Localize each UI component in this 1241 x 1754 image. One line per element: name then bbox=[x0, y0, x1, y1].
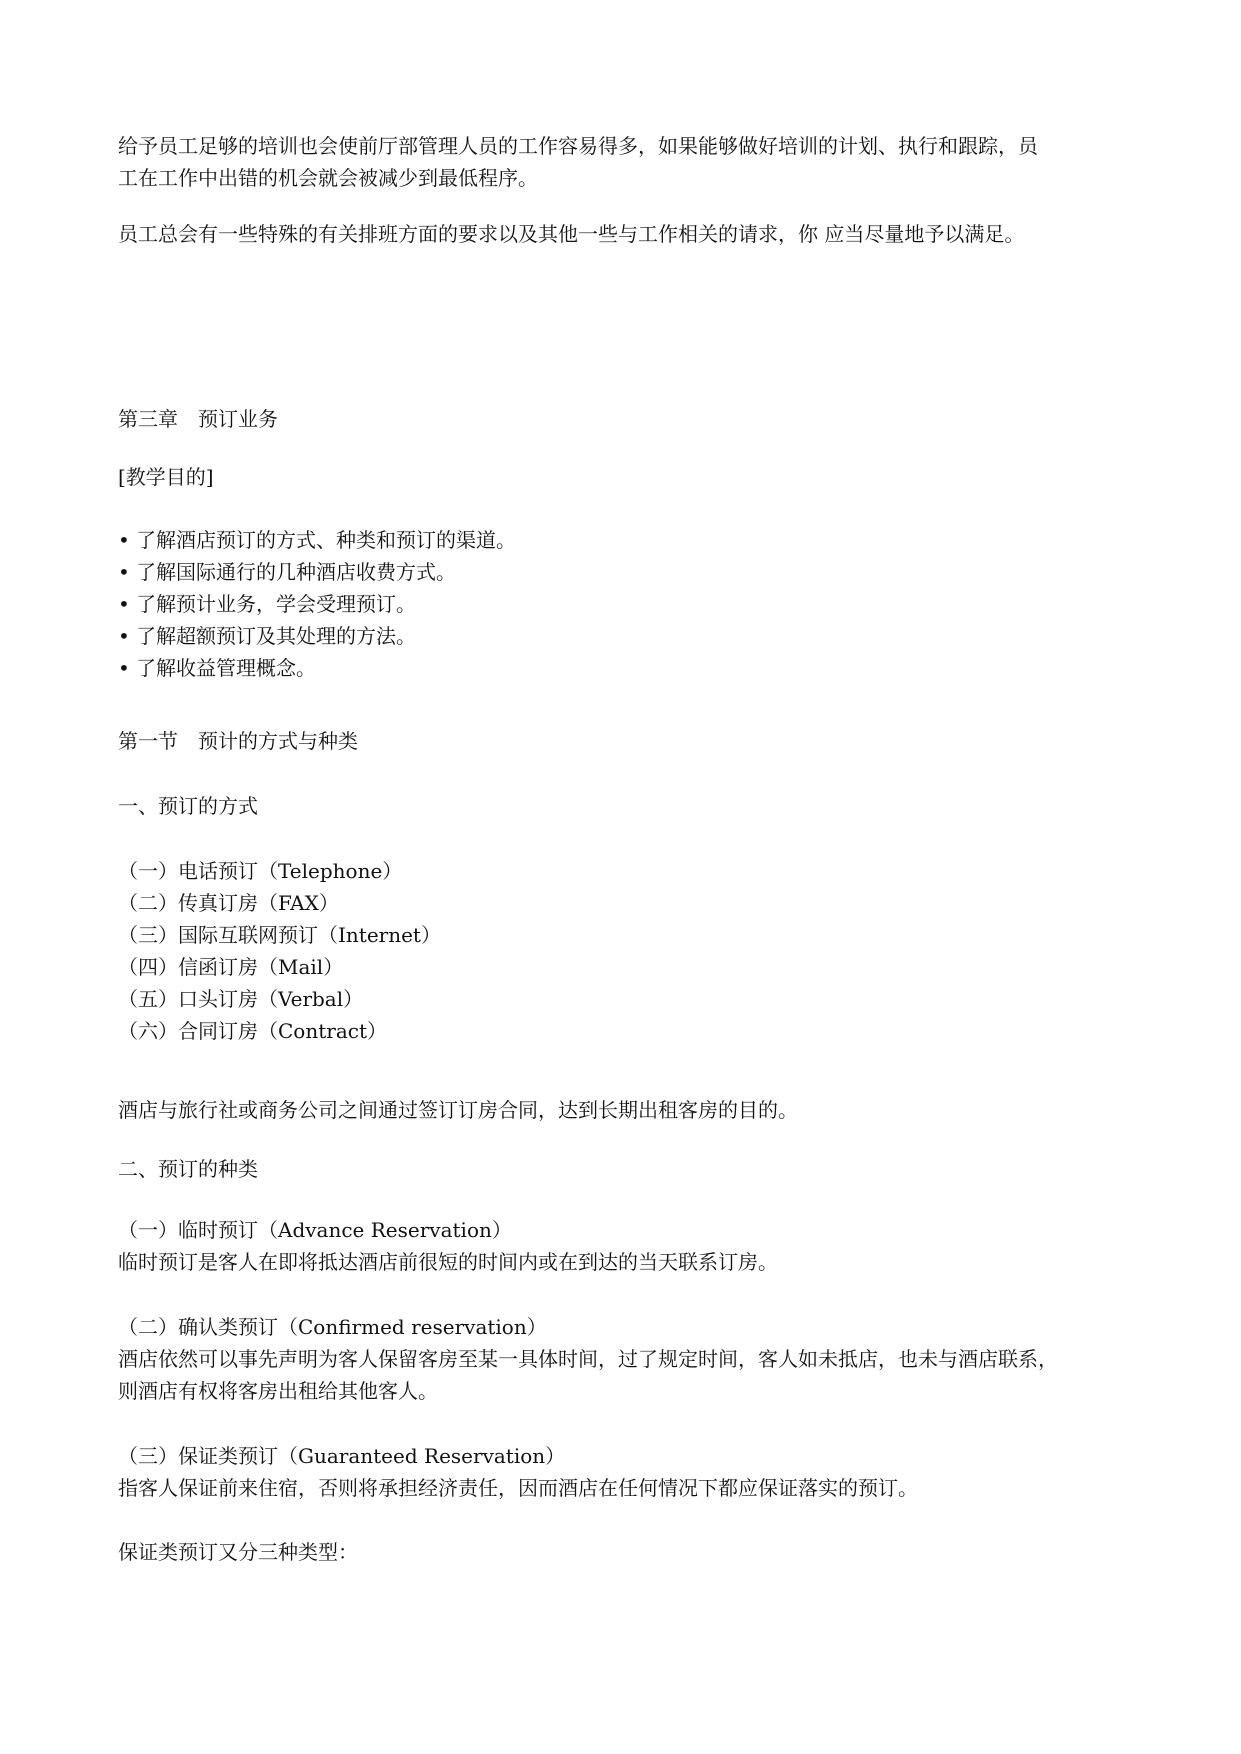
part1-heading: 一、预订的方式 bbox=[118, 794, 258, 818]
reservation-type-3 bbox=[118, 1440, 1128, 1504]
section-title: 第一节 预计的方式与种类 bbox=[118, 729, 358, 753]
bullet-icon: • bbox=[118, 592, 130, 616]
reservation-method-item: （二）传真订房（FAX） bbox=[118, 891, 339, 915]
part2-heading: 二、预订的种类 bbox=[118, 1157, 258, 1181]
intro-paragraph-1 bbox=[118, 130, 1128, 194]
bullet-icon: • bbox=[118, 624, 130, 648]
reservation-type-2 bbox=[118, 1311, 1128, 1407]
closing-line: 保证类预订又分三种类型： bbox=[118, 1540, 358, 1564]
bullet-icon: • bbox=[118, 560, 130, 584]
intro-paragraph-1-line-2: 工在工作中出错的机会就会被减少到最低程序。 bbox=[118, 166, 538, 190]
reservation-type-1 bbox=[118, 1214, 1128, 1278]
teaching-goal-text: 了解预计业务，学会受理预订。 bbox=[136, 592, 416, 616]
reservation-method-item: （一）电话预订（Telephone） bbox=[118, 859, 403, 883]
reservation-method-item: （六）合同订房（Contract） bbox=[118, 1019, 387, 1043]
teaching-goal-item bbox=[118, 620, 1128, 652]
teaching-goal-text: 了解酒店预订的方式、种类和预订的渠道。 bbox=[136, 528, 516, 552]
teaching-goal-item bbox=[118, 556, 1128, 588]
teaching-goal-item bbox=[118, 524, 1128, 556]
reservation-type-desc: 指客人保证前来住宿，否则将承担经济责任，因而酒店在任何情况下都应保证落实的预订。 bbox=[118, 1476, 918, 1500]
reservation-method-item: （三）国际互联网预订（Internet） bbox=[118, 923, 441, 947]
teaching-goal-heading: [教学目的] bbox=[118, 465, 214, 489]
bullet-icon: • bbox=[118, 656, 130, 680]
reservation-methods-list bbox=[118, 855, 1128, 1047]
teaching-goal-text: 了解收益管理概念。 bbox=[136, 656, 316, 680]
chapter-title: 第三章 预订业务 bbox=[118, 407, 278, 431]
teaching-goal-item bbox=[118, 652, 1128, 684]
contract-note: 酒店与旅行社或商务公司之间通过签订订房合同，达到长期出租客房的目的。 bbox=[118, 1098, 798, 1122]
reservation-method-item: （四）信函订房（Mail） bbox=[118, 955, 344, 979]
reservation-type-desc: 临时预订是客人在即将抵达酒店前很短的时间内或在到达的当天联系订房。 bbox=[118, 1250, 778, 1274]
teaching-goal-list bbox=[118, 524, 1128, 684]
reservation-type-title: （一）临时预订（Advance Reservation） bbox=[118, 1218, 512, 1242]
intro-paragraph-2: 员工总会有一些特殊的有关排班方面的要求以及其他一些与工作相关的请求，你 应当尽量地予以满足。 bbox=[118, 222, 1025, 246]
teaching-goal-text: 了解国际通行的几种酒店收费方式。 bbox=[136, 560, 456, 584]
intro-paragraph-1-line-1: 给予员工足够的培训也会使前厅部管理人员的工作容易得多，如果能够做好培训的计划、执行和跟踪，员 bbox=[118, 134, 1038, 158]
reservation-type-title: （二）确认类预订（Confirmed reservation） bbox=[118, 1315, 547, 1339]
reservation-type-desc: 酒店依然可以事先声明为客人保留客房至某一具体时间，过了规定时间，客人如未抵店，也未与酒店联系， bbox=[118, 1347, 1058, 1371]
reservation-type-desc: 则酒店有权将客房出租给其他客人。 bbox=[118, 1379, 438, 1403]
reservation-method-item: （五）口头订房（Verbal） bbox=[118, 987, 364, 1011]
teaching-goal-item bbox=[118, 588, 1128, 620]
reservation-type-title: （三）保证类预订（Guaranteed Reservation） bbox=[118, 1444, 566, 1468]
teaching-goal-text: 了解超额预订及其处理的方法。 bbox=[136, 624, 416, 648]
bullet-icon: • bbox=[118, 528, 130, 552]
